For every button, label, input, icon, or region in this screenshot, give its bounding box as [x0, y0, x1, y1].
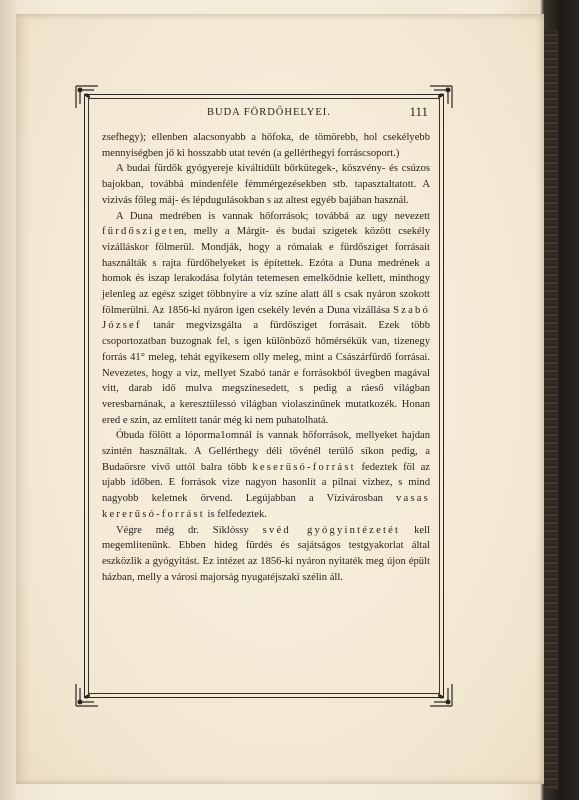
spaced-emphasis: keserűsó-forrást: [252, 461, 356, 473]
text-run: is felfedeztek.: [204, 508, 267, 520]
paragraph: [102, 209, 430, 429]
text-run: Végre még dr. Siklóssy: [116, 524, 263, 536]
spaced-emphasis: svéd gyógyintézetét: [262, 524, 401, 536]
text-run: Óbuda fölött a lóporma1omnál is vannak hőforrások, mellyeket hajdan szintén használtak. A Gellérthegy déli tövénél terülő síkon pedig, a Budaörsre vivő uttól balra több: [102, 430, 430, 473]
corner-ornament-icon: [74, 682, 100, 708]
text-run: kell megemlitenünk. Ebben hideg fürdés és sajátságos testgyakorlat által eszközlik a gyógyitást. Ez intézet az 1856-ki nyáron nyitaték meg újon épült házban, melly a városi majorság nyugatéjszaki szélin áll.: [102, 524, 430, 583]
paragraph: [102, 428, 430, 522]
paragraph: [102, 161, 430, 208]
text-run: fedeztek föl az ujabb időben. E források vize nagyon hasonlít a pilnai vizhez, s mind nagyobb keletnek örvend. Legújabban a Vízivárosban: [102, 461, 430, 505]
page-header: [102, 104, 430, 124]
corner-ornament-icon: [74, 84, 100, 110]
text-run: zsefhegy); ellenben alacsonyabb a hőfoka, de tömörebb, hol csekélyebb mennyiségben jő ki hosszabb utat tevén (a gellérthegyi forráscsoport.): [102, 132, 430, 159]
text-run: A budai fürdők gyógyereje kiváltidült bőrkütegek-, köszvény- és csúzos bajokban, továbbá mindenféle fémmérgezésekben stb. tapasztaltatott. A vizivás főleg máj- és lépdugulásokban s az altest egyéb bajában használ.: [102, 163, 430, 206]
spaced-emphasis: vasas kererűsó-forrást: [102, 493, 430, 520]
body-text: [102, 130, 430, 585]
spaced-emphasis: Szabó József: [102, 304, 430, 332]
corner-ornament-icon: [428, 682, 454, 708]
book-spine-edge: [544, 30, 558, 790]
paragraph: [102, 523, 430, 586]
text-run: tanár megvizsgálta a fürdősziget forrásait. Ezek több csoportozatban buzognak fel, s igen különböző hőmérsékük van, tizenegy forrás 41° meleg, tehát egyikesem olly meleg, mint a Császárfürdő forrásai. Nevezetes, hogy a viz, mellyet Szabó tanár e forrásokból üvegben magával vitt, darab idő mulva megszínesedett, s pedig a ráeső világban veresbarnának, a keresztülessó világban violaszinűnek mutatkozék. Honan ered e szin, az említett tanár még ki nem puhatolhatá.: [102, 320, 430, 426]
corner-ornament-icon: [428, 84, 454, 110]
text-run: en, melly a Márgit- és budai szigetek között csekély vizálláskor fölmerül. Mondják, hogy a rómaiak e fürdősziget forrásait használták s rajta fürdőhelyeket is építettek. Ezóta a Duna medrének a homok és iszap lerakodása folytán tetemesen emelkődnie kellett, minthogy jelenleg az egész sziget többnyire a viz színe alatt áll s csak nyáron szokott fölmerülni. Az 1856-ki nyáron igen csekély levén a Duna vizállása: [102, 226, 430, 316]
paragraph: [102, 130, 430, 161]
text-run: A Duna medrében is vannak hőforrások; továbbá az ugy nevezett: [116, 210, 430, 222]
page-number: 111: [409, 104, 428, 119]
spaced-emphasis: fürdősziget: [102, 226, 174, 238]
running-title: BUDA FÖRDŐHELYEI.: [207, 107, 331, 118]
